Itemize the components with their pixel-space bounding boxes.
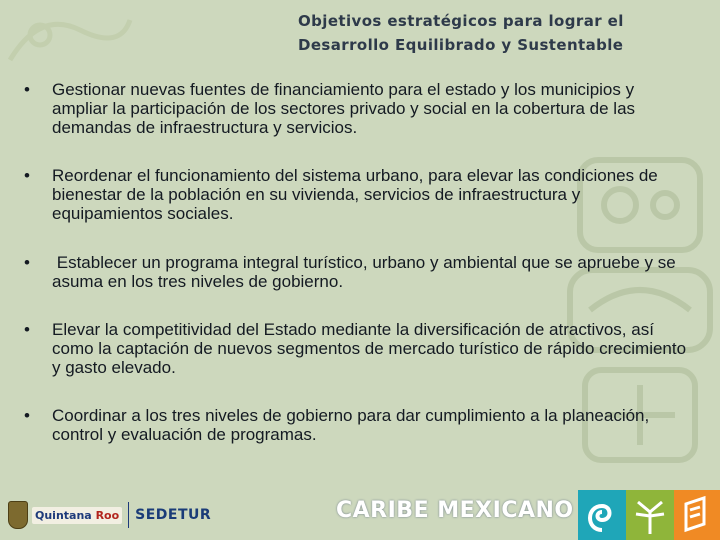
bullet-marker: • xyxy=(24,320,30,339)
quintana-roo-logo xyxy=(32,507,122,524)
caribe-mexicano-emblem-icon xyxy=(578,490,720,540)
objective-item xyxy=(24,406,689,444)
objective-text: Gestionar nuevas fuentes de financiamiento para el estado y los municipios y ampliar la participación de los sectores privado y social en la cobertura de las demandas de infraestructura y servicios. xyxy=(52,80,636,137)
logo-roo-text: Roo xyxy=(95,508,120,522)
objective-item xyxy=(24,320,689,377)
objective-text: Establecer un programa integral turístico, urbano y ambiental que se apruebe y se asuma en los tres niveles de gobierno. xyxy=(52,253,681,291)
logo-quintana-text: Quintana xyxy=(35,508,92,522)
logo-divider xyxy=(128,502,129,528)
objective-item xyxy=(24,80,689,137)
bullet-marker: • xyxy=(24,253,30,272)
bullet-marker: • xyxy=(24,166,30,185)
objective-text: Coordinar a los tres niveles de gobierno para dar cumplimiento a la planeación, control y evaluación de programas. xyxy=(52,406,650,444)
caribe-mexicano-brand: CARIBE MEXICANO xyxy=(336,498,574,523)
state-crest-icon xyxy=(8,501,28,529)
corner-glyph-decoration xyxy=(0,0,140,70)
government-logo xyxy=(8,498,211,532)
objective-item xyxy=(24,166,689,223)
objective-text: Reordenar el funcionamiento del sistema urbano, para elevar las condiciones de bienestar de la población en su vivienda, servicios de infraestructura y equipamientos sociales. xyxy=(52,166,658,223)
slide-title xyxy=(298,9,698,57)
bullet-marker: • xyxy=(24,406,30,425)
slide-title-line-2: Desarrollo Equilibrado y Sustentable xyxy=(298,36,624,54)
footer-logos xyxy=(0,490,720,540)
objective-item xyxy=(24,253,689,291)
sedetur-logo-text: SEDETUR xyxy=(135,507,212,523)
slide-title-line-1: Objetivos estratégicos para lograr el xyxy=(298,12,624,30)
bullet-marker: • xyxy=(24,80,30,99)
objective-text: Elevar la competitividad del Estado mediante la diversificación de atractivos, así como la captación de nuevos segmentos de mercado turístico de rápido crecimiento y gasto elevado. xyxy=(52,320,687,377)
